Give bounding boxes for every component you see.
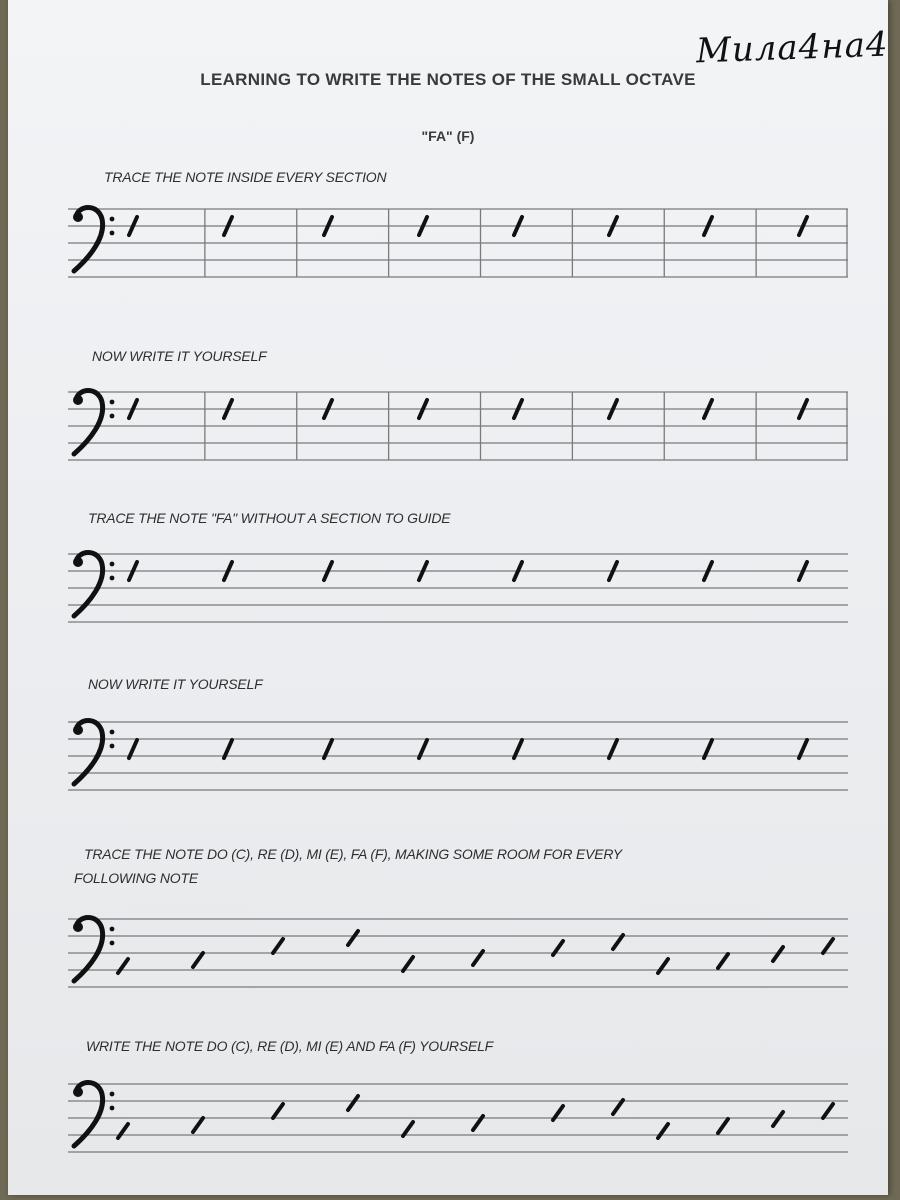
- note-stroke: [348, 1096, 358, 1110]
- note-stroke: [419, 740, 427, 758]
- bass-clef-head: [73, 922, 83, 932]
- note-stroke: [718, 1119, 728, 1133]
- note-stroke: [718, 954, 728, 968]
- staff-5: [68, 905, 848, 1015]
- note-stroke: [118, 1124, 128, 1138]
- note-stroke: [324, 740, 332, 758]
- staff-6: [68, 1070, 848, 1180]
- note-stroke: [273, 1104, 283, 1118]
- handwritten-name: Mила4на4: [695, 24, 890, 72]
- bass-clef-dot: [110, 927, 115, 932]
- bass-clef-dot: [110, 744, 115, 749]
- bass-clef-dot: [110, 1106, 115, 1111]
- staff-1: [68, 195, 848, 305]
- bass-clef-head: [73, 395, 83, 405]
- bass-clef-icon: [73, 553, 114, 617]
- note-stroke: [193, 1118, 203, 1132]
- bass-clef-head: [73, 557, 83, 567]
- worksheet-page: [8, 0, 888, 1195]
- bass-clef-head: [73, 1087, 83, 1097]
- bass-clef-icon: [73, 391, 114, 455]
- bass-clef-dot: [110, 576, 115, 581]
- note-stroke: [403, 957, 413, 971]
- note-stroke: [799, 740, 807, 758]
- instruction-3: TRACE THE NOTE "FA" WITHOUT A SECTION TO GUIDE: [88, 510, 451, 526]
- bass-clef-icon: [73, 918, 114, 982]
- note-stroke: [118, 959, 128, 973]
- bass-clef-head: [73, 725, 83, 735]
- instruction-2: NOW WRITE IT YOURSELF: [92, 348, 267, 364]
- staff-4: [68, 708, 848, 818]
- bass-clef-dot: [110, 1092, 115, 1097]
- note-stroke: [403, 1122, 413, 1136]
- staff-3: [68, 540, 848, 650]
- bass-clef-head: [73, 212, 83, 222]
- instruction-5-line-1: TRACE THE NOTE DO (C), RE (D), MI (E), FA (F), MAKING SOME ROOM FOR EVERY: [84, 846, 622, 862]
- note-stroke: [773, 1112, 783, 1126]
- note-stroke: [773, 947, 783, 961]
- note-stroke: [658, 959, 668, 973]
- note-stroke: [129, 740, 137, 758]
- instruction-5: [74, 842, 794, 890]
- note-stroke: [273, 939, 283, 953]
- instruction-1: TRACE THE NOTE INSIDE EVERY SECTION: [104, 169, 387, 185]
- note-stroke: [658, 1124, 668, 1138]
- bass-clef-dot: [110, 217, 115, 222]
- note-stroke: [704, 740, 712, 758]
- note-stroke: [609, 740, 617, 758]
- bass-clef-dot: [110, 231, 115, 236]
- staff-2: [68, 378, 848, 488]
- note-stroke: [613, 1100, 623, 1114]
- note-stroke: [348, 931, 358, 945]
- note-stroke: [613, 935, 623, 949]
- note-stroke: [823, 939, 833, 953]
- bass-clef-dot: [110, 562, 115, 567]
- instruction-4: NOW WRITE IT YOURSELF: [88, 676, 263, 692]
- bass-clef-dot: [110, 400, 115, 405]
- instruction-6: WRITE THE NOTE DO (C), RE (D), MI (E) AND FA (F) YOURSELF: [86, 1038, 494, 1054]
- worksheet-title: LEARNING TO WRITE THE NOTES OF THE SMALL OCTAVE: [200, 70, 696, 89]
- note-stroke: [224, 740, 232, 758]
- bass-clef-icon: [73, 721, 114, 785]
- note-stroke: [514, 740, 522, 758]
- note-stroke: [193, 953, 203, 967]
- instruction-5-line-2: FOLLOWING NOTE: [74, 870, 198, 886]
- bass-clef-icon: [73, 208, 114, 272]
- bass-clef-dot: [110, 941, 115, 946]
- note-stroke: [823, 1104, 833, 1118]
- bass-clef-dot: [110, 730, 115, 735]
- bass-clef-icon: [73, 1083, 114, 1147]
- bass-clef-dot: [110, 414, 115, 419]
- worksheet-subtitle: "FA" (F): [421, 128, 475, 144]
